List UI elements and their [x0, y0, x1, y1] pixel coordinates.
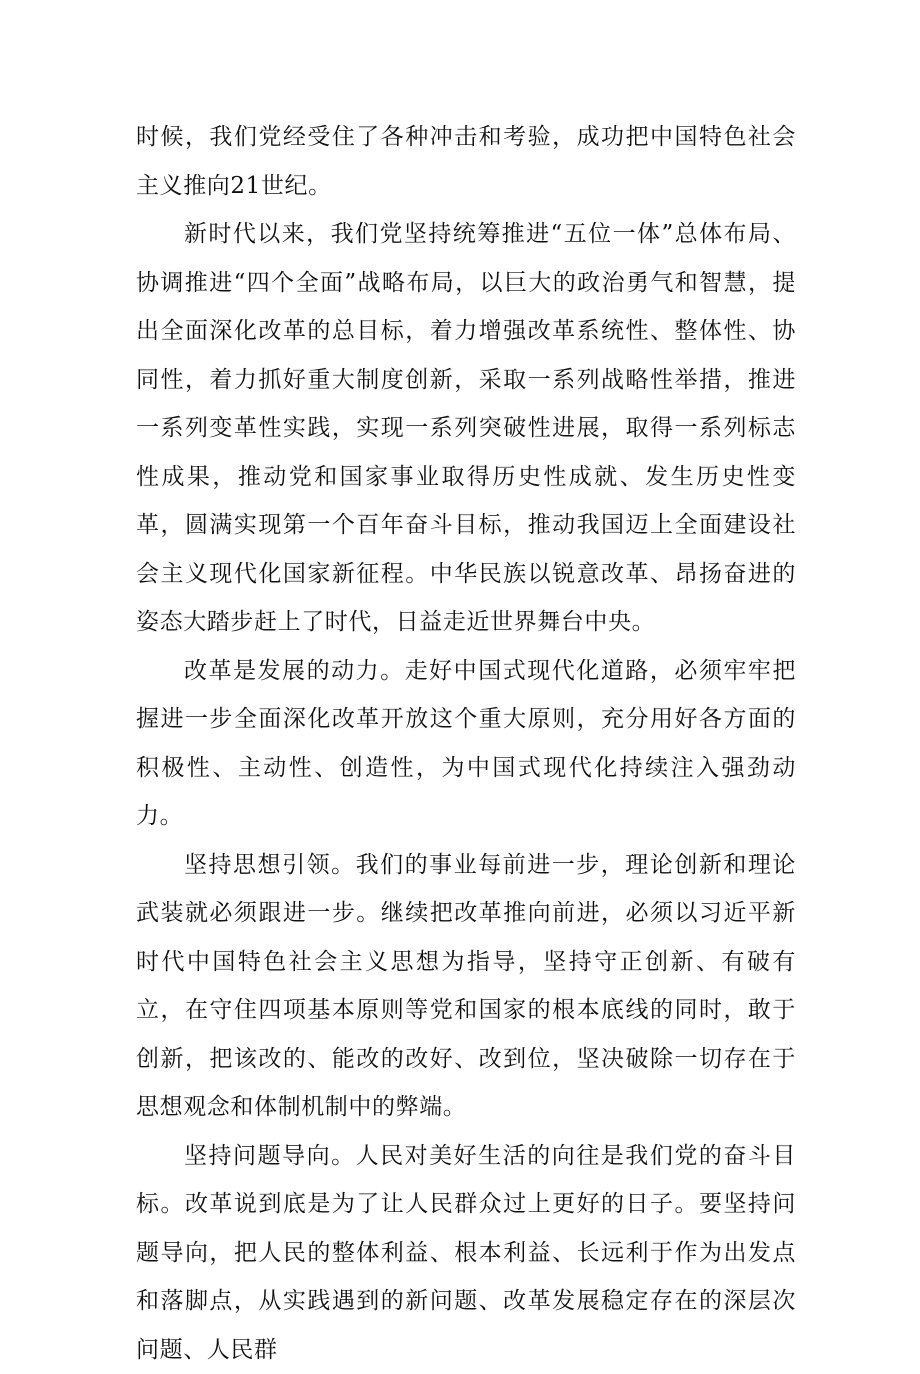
paragraph-new-era: 新时代以来，我们党坚持统筹推进“五位一体”总体布局、协调推进“四个全面”战略布局，以巨大的政治勇气和智慧，提出全面深化改革的总目标，着力增强改革系统性、整体性、协同性，着力抓好重大制度创新，采取一系列战略性举措，推进一系列变革性实践，实现一系列突破性进展，取得一系列标志性成果，推动党和国家事业取得历史性成就、发生历史性变革，圆满实现第一个百年奋斗目标，推动我国迈上全面建设社会主义现代化国家新征程。中华民族以锐意改革、昂扬奋进的姿态大踏步赶上了时代，日益走近世界舞台中央。 — [136, 210, 796, 647]
paragraph-problem-orientation: 坚持问题导向。人民对美好生活的向往是我们党的奋斗目标。改革说到底是为了让人民群众过上更好的日子。要坚持问题导向，把人民的整体利益、根本利益、长远利于作为出发点和落脚点，从实践遇到的新问题、改革发展稳定存在的深层次问题、人民群 — [136, 1132, 796, 1374]
paragraph-continuation: 时候，我们党经受住了各种冲击和考验，成功把中国特色社会主义推向21世纪。 — [136, 113, 796, 210]
paragraph-reform-driving-force: 改革是发展的动力。走好中国式现代化道路，必须牢牢把握进一步全面深化改革开放这个重大原则，充分用好各方面的积极性、主动性、创造性，为中国式现代化持续注入强劲动力。 — [136, 647, 796, 841]
article-body — [136, 113, 796, 1374]
paragraph-ideological-guidance: 坚持思想引领。我们的事业每前进一步，理论创新和理论武装就必须跟进一步。继续把改革推向前进，必须以习近平新时代中国特色社会主义思想为指导，坚持守正创新、有破有立，在守住四项基本原则等党和国家的根本底线的同时，敢于创新，把该改的、能改的改好、改到位，坚决破除一切存在于思想观念和体制机制中的弊端。 — [136, 841, 796, 1132]
